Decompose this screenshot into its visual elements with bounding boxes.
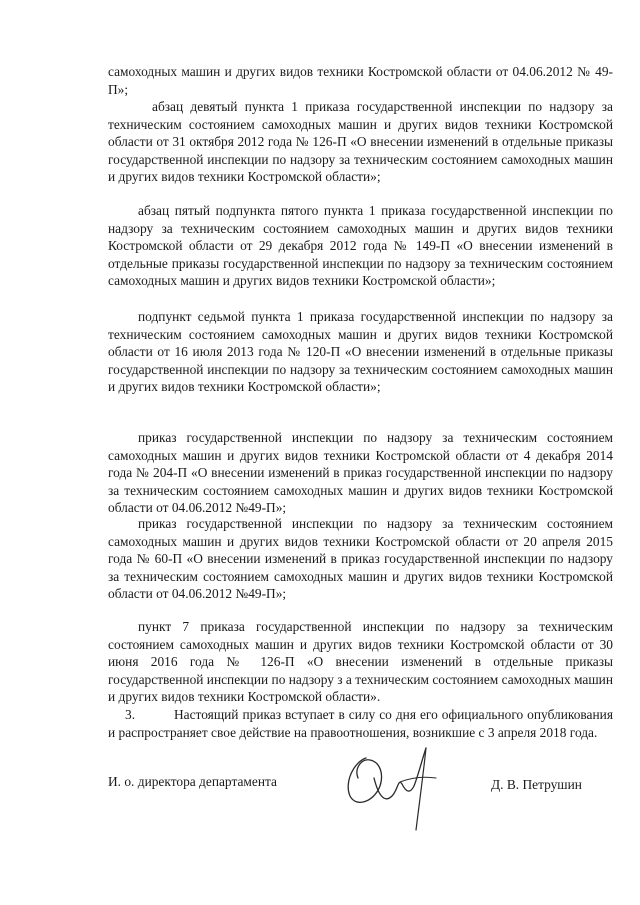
handwritten-signature bbox=[340, 738, 450, 838]
paragraph-continuation: самоходных машин и других видов техники Костромской области от 04.06.2012 № 49-П»; bbox=[108, 64, 613, 97]
paragraph-item: абзац девятый пункта 1 приказа государственной инспекции по надзору за техническим состоянием самоходных машин и других видов техники Костромской области от 31 октября 2012 года № 126-П «О внесении изменений в отдельные приказы государственной инспекции по надзору за техническим состоянием самоходных машин и других видов техники Костромской области»; bbox=[108, 99, 613, 185]
clause-text: Настоящий приказ вступает в силу со дня его официального опубликования и распространяет свое действие на правоотношения, возникшие с 3 апреля 2018 года. bbox=[108, 707, 613, 740]
paragraph-item: абзац пятый подпункта пятого пункта 1 приказа государственной инспекции по надзору за техническим состоянием самоходных машин и других видов техники Костромской области от 29 декабря 2012 года № 149-П «О внесении изменений в отдельные приказы государственной инспекции по надзору за техническим состоянием самоходных машин и других видов техники Костромской области»; bbox=[108, 203, 613, 289]
paragraph-item: приказ государственной инспекции по надзору за техническим состоянием самоходных машин и других видов техники Костромской области от 20 апреля 2015 года № 60-П «О внесении изменений в приказ государственной инспекции по надзору за техническим состоянием самоходных машин и других видов техники Костромской области от 04.06.2012 №49-П»; bbox=[108, 516, 613, 602]
clause-number: 3. bbox=[125, 707, 136, 722]
paragraph-item: пункт 7 приказа государственной инспекции по надзору за техническим состоянием самоходных машин и других видов техники Костромской области от 30 июня 2016 года № 126-П «О внесении изменений в отдельные приказы государственной инспекции по надзору з а техническим состоянием самоходных машин и других видов техники Костромской области». bbox=[108, 619, 613, 705]
final-clause bbox=[108, 706, 613, 741]
paragraph-item: приказ государственной инспекции по надзору за техническим состоянием самоходных машин и других видов техники Костромской области от 4 декабря 2014 года № 204-П «О внесении изменений в приказ государственной инспекции по надзору за техническим состоянием самоходных машин и других видов техники Костромской области от 04.06.2012 №49-П»; bbox=[108, 430, 613, 516]
paragraph-item: подпункт седьмой пункта 1 приказа государственной инспекции по надзору за техническим состоянием самоходных машин и других видов техники Костромской области от 16 июля 2013 года № 120-П «О внесении изменений в отдельные приказы государственной инспекции по надзору за техническим состоянием самоходных машин и других видов техники Костромской области»; bbox=[108, 309, 613, 395]
signatory-role: И. о. директора департамента bbox=[108, 774, 277, 789]
signatory-name: Д. В. Петрушин bbox=[491, 777, 582, 792]
